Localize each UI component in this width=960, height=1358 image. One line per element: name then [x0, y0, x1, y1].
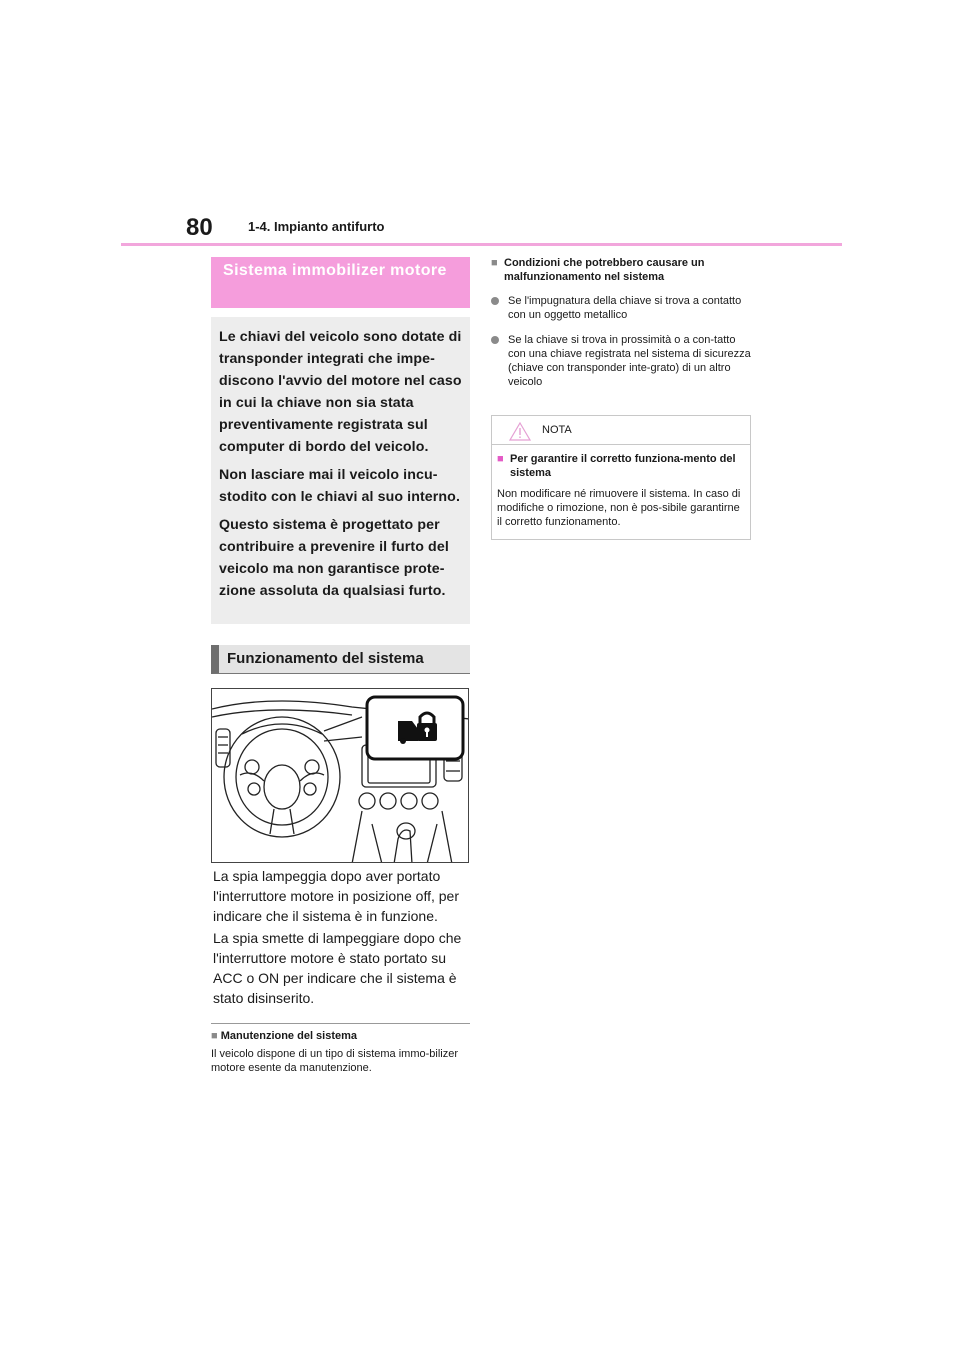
bullet-icon: [491, 297, 499, 305]
maintenance-heading: ■ Manutenzione del sistema: [211, 1030, 358, 1042]
page-number: 80: [186, 214, 213, 241]
dashboard-drawing: [212, 689, 469, 863]
square-marker-icon: ■: [497, 453, 504, 465]
intro-paragraph: Le chiavi del veicolo sono dotate di transponder integrati che impe-discono l'avvio del motore nel caso in cui la chiave non sia stata preventivamente registrata sul computer di bordo del veicolo.: [219, 329, 462, 455]
maintenance-text: Il veicolo dispone di un tipo di sistema immo-bilizer motore esente da manutenzione.: [211, 1048, 458, 1074]
nota-box: [491, 415, 751, 540]
intro-paragraph: Questo sistema è progettato per contribuire a prevenire il furto del veicolo ma non garantisce prote-zione assoluta da qualsiasi furto.: [219, 517, 449, 599]
nota-heading: ■ Per garantire il corretto funziona-mento del sistema: [497, 453, 736, 479]
body-paragraph: La spia lampeggia dopo aver portato l'interruttore motore in posizione off, per indicare che il sistema è in funzione.: [213, 868, 459, 924]
heading-immobilizer: Sistema immobilizer motore: [211, 257, 470, 308]
header-divider: [121, 243, 842, 246]
section-title: 1-4. Impianto antifurto: [248, 219, 385, 234]
conditions-heading: ■ Condizioni che potrebbero causare un malfunzionamento nel sistema: [491, 257, 705, 283]
intro-box: [211, 317, 470, 624]
bullet-icon: [491, 336, 499, 344]
section-divider: [211, 1023, 470, 1024]
list-item: Se l'impugnatura della chiave si trova a contatto con un oggetto metallico: [491, 294, 753, 322]
nota-text: Non modificare né rimuovere il sistema. In caso di modifiche o rimozione, non è pos-sibile garantirne il corretto funzionamento.: [497, 488, 741, 528]
list-item: Se la chiave si trova in prossimità o a con-tatto con una chiave registrata nel sistema di sicurezza (chiave con transponder inte-grato) di un altro veicolo: [491, 333, 753, 389]
nota-header: [492, 416, 750, 445]
square-marker-icon: ■: [491, 257, 498, 269]
square-marker-icon: ■: [211, 1030, 218, 1042]
warning-triangle-icon: [509, 422, 531, 441]
nota-label: NOTA: [542, 424, 572, 436]
body-paragraph: La spia smette di lampeggiare dopo che l'interruttore motore è stato portato su ACC o ON per indicare che il sistema è stato disinserito.: [213, 930, 462, 1006]
dashboard-illustration: [211, 688, 469, 863]
heading-system-operation: Funzionamento del sistema: [211, 645, 470, 674]
intro-paragraph: Non lasciare mai il veicolo incu-stodito con le chiavi al suo interno.: [219, 467, 460, 505]
